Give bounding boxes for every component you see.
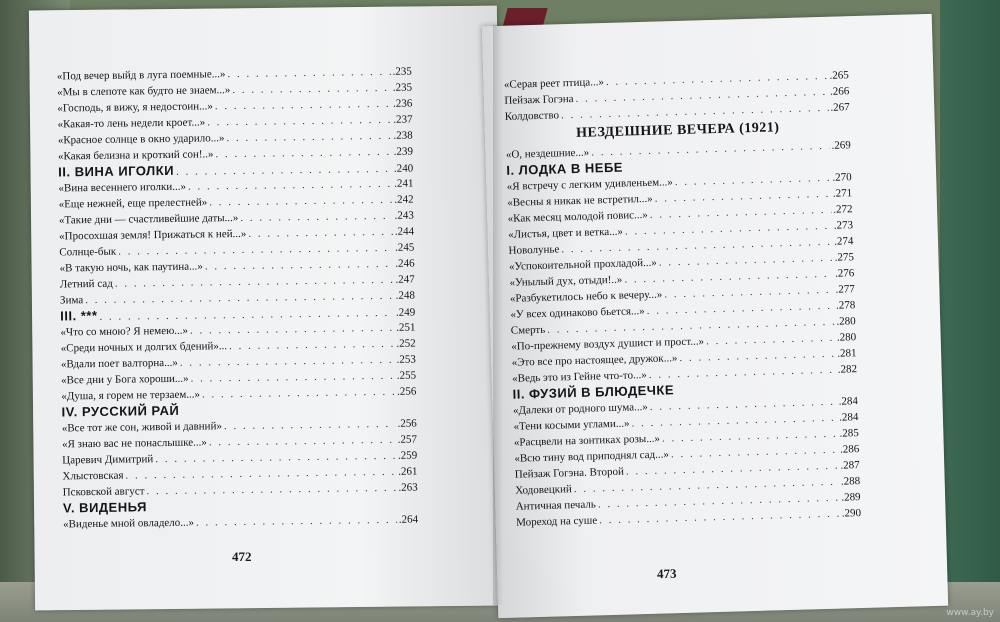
section-title: I. ЛОДКА В НЕБЕ bbox=[506, 159, 624, 178]
page-ref: .247 bbox=[395, 273, 415, 286]
entry-title: Новолунье bbox=[508, 243, 560, 257]
page-ref: .265 bbox=[829, 69, 849, 82]
page-ref: .263 bbox=[398, 481, 418, 494]
page-ref: .236 bbox=[392, 97, 413, 110]
page-ref: .284 bbox=[838, 411, 859, 424]
entry-title: «Вдали поет валторна...» bbox=[60, 356, 178, 371]
page-ref: .257 bbox=[397, 433, 418, 446]
page-ref: .253 bbox=[396, 353, 416, 366]
page-ref: .275 bbox=[834, 251, 855, 264]
page-ref: .235 bbox=[392, 65, 412, 78]
page-ref: .277 bbox=[835, 283, 855, 296]
entry-title: «Как месяц молодой повис...» bbox=[507, 208, 648, 225]
entry-title: «Виденье мной овладело...» bbox=[63, 516, 195, 531]
entry-title: «Всю тину вод приподнял сад...» bbox=[514, 448, 670, 465]
page-ref: .248 bbox=[395, 289, 416, 302]
watermark-text: www.ay.by bbox=[946, 608, 994, 618]
leader-dots bbox=[202, 384, 395, 403]
entry-title: «Вина весеннего иголки...» bbox=[58, 180, 187, 195]
page-ref: .235 bbox=[392, 81, 413, 94]
entry-title: Смерть bbox=[510, 323, 546, 337]
page-ref: .282 bbox=[837, 363, 858, 376]
entry-title: Ходовецкий bbox=[515, 483, 572, 497]
entry-title: «Все дни у Бога хороши...» bbox=[61, 372, 189, 387]
entry-title: «Тени косыми углами...» bbox=[513, 417, 630, 433]
page-ref: .270 bbox=[832, 171, 852, 184]
page-ref: .273 bbox=[833, 219, 854, 232]
page-ref: .288 bbox=[840, 475, 861, 488]
entry-title: «Какая-то лень недели кроет...» bbox=[57, 116, 206, 131]
page-ref: .266 bbox=[829, 85, 850, 98]
entry-title: «Просохшая земля! Прижаться к ней...» bbox=[59, 227, 247, 243]
entry-title: Зима bbox=[59, 294, 84, 307]
section-title: II. ВИНА ИГОЛКИ bbox=[58, 162, 175, 180]
page-ref: .290 bbox=[841, 507, 862, 520]
page-ref: .285 bbox=[839, 427, 859, 440]
entry-title: Мореход на суше bbox=[516, 514, 598, 529]
leader-dots bbox=[215, 144, 391, 162]
green-book-cover bbox=[940, 0, 1000, 622]
page-ref: .264 bbox=[398, 513, 419, 526]
entry-title: «Это все про настоящее, дружок...» bbox=[511, 352, 678, 369]
entry-title: «Я встречу с легким удивленьем...» bbox=[506, 176, 674, 193]
entry-title: «Такие дни — счастливейшие даты...» bbox=[58, 211, 239, 227]
left-toc bbox=[57, 64, 418, 533]
entry-title: Псковской август bbox=[62, 485, 145, 499]
page-ref: .284 bbox=[838, 395, 859, 408]
section-title: V. ВИДЕНЬЯ bbox=[62, 499, 147, 516]
entry-title: «Далеки от родного шума...» bbox=[512, 401, 648, 417]
entry-title: «Среди ночных и долгих бдений»... bbox=[60, 340, 228, 355]
entry-title: «Мы в слепоте как будто не знаем...» bbox=[57, 84, 231, 99]
entry-title: «Красное солнце в окно ударило...» bbox=[57, 132, 225, 147]
page-ref: .271 bbox=[832, 187, 853, 200]
page-ref: .245 bbox=[394, 241, 415, 254]
page-ref: .252 bbox=[396, 337, 416, 350]
page-number-right: 473 bbox=[656, 565, 677, 582]
page-ref: .237 bbox=[393, 113, 413, 126]
page-ref: .269 bbox=[831, 139, 851, 152]
page-ref: .286 bbox=[839, 443, 860, 456]
page-ref: .281 bbox=[837, 347, 857, 360]
entry-title: «Весны я никак не встретил...» bbox=[507, 192, 653, 209]
section-title: II. ФУЗИЙ В БЛЮДЕЧКЕ bbox=[512, 382, 675, 402]
page-ref: .276 bbox=[834, 267, 855, 280]
page-ref: .278 bbox=[835, 299, 856, 312]
page-ref: .241 bbox=[394, 177, 414, 190]
entry-title: «О, нездешние...» bbox=[505, 146, 590, 161]
entry-title: «Что со мною? Я немею...» bbox=[60, 324, 189, 339]
page-ref: .272 bbox=[833, 203, 853, 216]
leader-dots bbox=[196, 512, 397, 531]
entry-title: «Господь, я вижу, я недостоин...» bbox=[57, 100, 213, 115]
entry-title: Античная печаль bbox=[515, 498, 597, 513]
entry-title: Солнце-бык bbox=[59, 245, 117, 259]
page-ref: .261 bbox=[398, 465, 418, 478]
entry-title: «Расцвели на зонтиках розы...» bbox=[513, 432, 661, 449]
page-ref: .251 bbox=[396, 321, 416, 334]
entry-title: «Какая белизна и кроткий сон!..» bbox=[57, 148, 214, 163]
entry-title: «Успокоительной прохладой...» bbox=[508, 256, 658, 273]
page-ref: .249 bbox=[395, 306, 416, 319]
page-ref: .274 bbox=[834, 235, 854, 248]
entry-title: «Еще нежней, еще прелестней» bbox=[58, 196, 208, 211]
page-ref: .240 bbox=[393, 162, 414, 175]
page-ref: .238 bbox=[393, 129, 413, 142]
section-title: III. *** bbox=[60, 307, 98, 324]
page-ref: .256 bbox=[397, 417, 417, 430]
entry-title: «По-прежнему воздух душист и прост...» bbox=[511, 335, 705, 353]
entry-title: Царевич Димитрий bbox=[62, 453, 154, 467]
entry-title: Хлыстовская bbox=[62, 469, 124, 483]
right-toc bbox=[504, 67, 862, 530]
page-ref: .259 bbox=[397, 449, 418, 462]
page-ref: .244 bbox=[394, 225, 415, 238]
entry-title: «Серая реет птица...» bbox=[503, 76, 605, 91]
entry-title: Колдовство bbox=[504, 109, 560, 123]
entry-title: «Все тот же сон, живой и давний» bbox=[61, 420, 223, 435]
page-ref: .243 bbox=[394, 209, 414, 222]
page-ref: .280 bbox=[836, 315, 856, 328]
page-ref: .239 bbox=[393, 145, 414, 158]
entry-title: «Листья, цвет и ветка...» bbox=[507, 225, 624, 241]
entry-title: «В такую ночь, как паутина...» bbox=[59, 260, 203, 275]
entry-title: Пейзаж Гогэна. Второй bbox=[514, 465, 625, 481]
entry-title: «Под вечер выйд в луга поемные...» bbox=[56, 68, 226, 83]
entry-title: «Унылый дух, отыди!..» bbox=[509, 273, 623, 289]
section-title: IV. РУССКИЙ РАЙ bbox=[61, 402, 180, 420]
page-ref: .255 bbox=[396, 369, 417, 382]
page-ref: .242 bbox=[394, 193, 414, 206]
section-heading: НЕЗДЕШНИЕ ВЕЧЕРА (1921) bbox=[575, 120, 780, 141]
entry-title: «Разбукетилось небо к вечеру...» bbox=[509, 288, 663, 305]
page-number-left: 472 bbox=[232, 549, 252, 564]
entry-title: «У всех одинаково бьется...» bbox=[510, 305, 645, 321]
entry-title: Пейзаж Гогэна bbox=[504, 92, 574, 107]
page-ref: .289 bbox=[841, 491, 861, 504]
page-ref: .256 bbox=[396, 385, 417, 398]
entry-title: «Душа, я горем не терзаем...» bbox=[61, 388, 201, 403]
page-ref: .267 bbox=[830, 101, 850, 114]
page-ref: .280 bbox=[836, 331, 857, 344]
book-gutter bbox=[493, 25, 503, 605]
page-ref: .246 bbox=[395, 257, 415, 270]
entry-title: Летний сад bbox=[59, 277, 113, 291]
page-ref: .287 bbox=[840, 459, 860, 472]
entry-title: «Ведь это из Гейне что-то...» bbox=[511, 369, 647, 385]
entry-title: «Я знаю вас не понаслышке...» bbox=[61, 436, 207, 451]
